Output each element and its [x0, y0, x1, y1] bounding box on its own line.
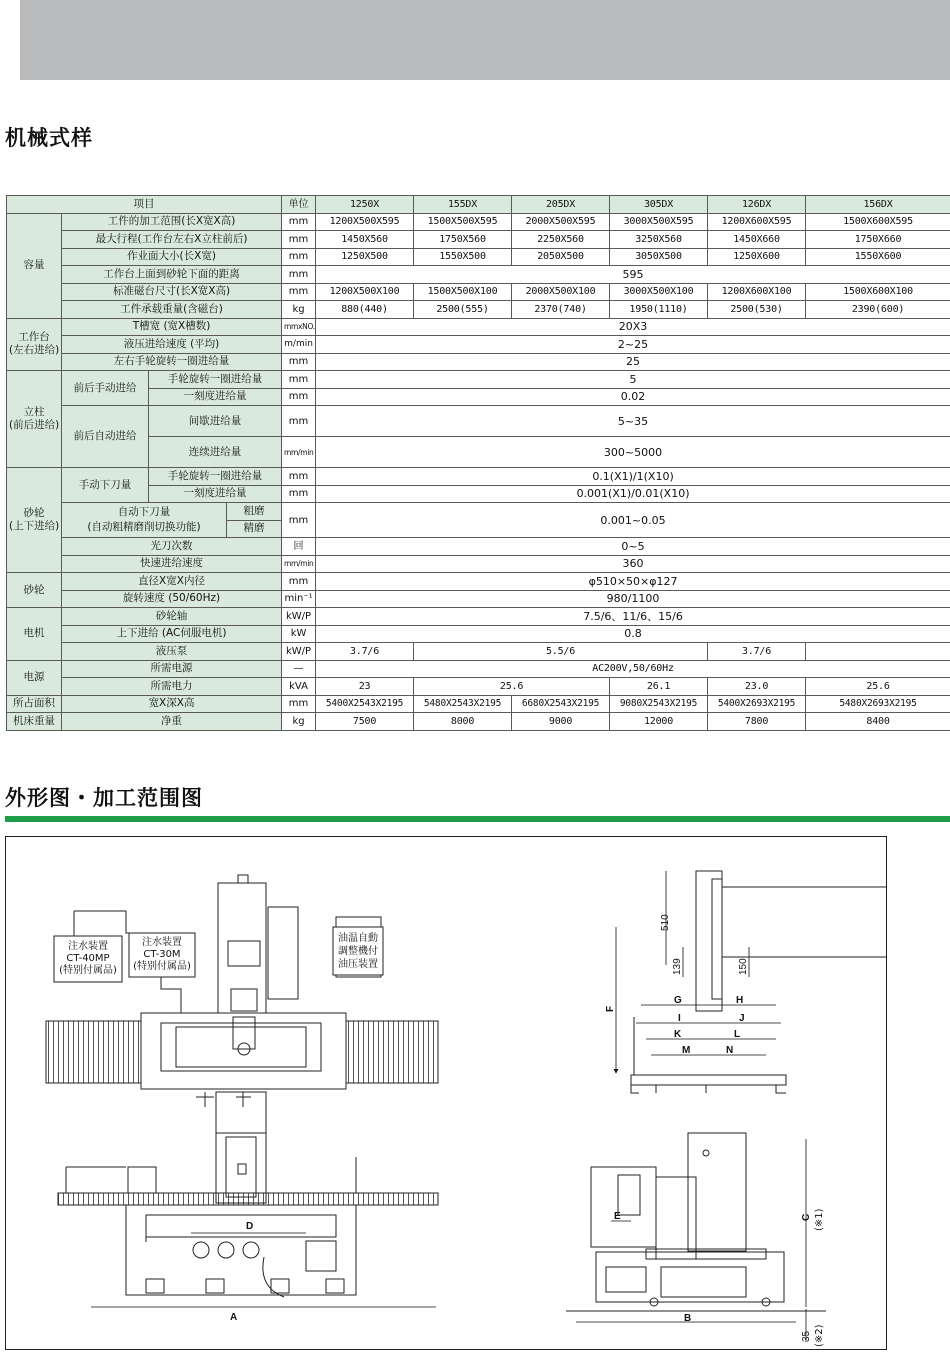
dim-150: 150 — [738, 958, 749, 975]
row-label: 宽X深X高 — [62, 695, 282, 713]
cell: 595 — [316, 266, 950, 284]
cell: 2000X500X595 — [512, 213, 610, 231]
top-view-drawing — [46, 875, 438, 1107]
note-1: (※1) — [814, 1208, 825, 1231]
table-row — [7, 248, 950, 266]
group-wheelhead — [7, 468, 62, 573]
subgroup-label: 手动下刀量 — [62, 468, 149, 503]
table-row — [7, 406, 950, 437]
group-worktable — [7, 318, 62, 371]
dim-C: C — [801, 1213, 812, 1221]
model-col: 1250X — [316, 196, 414, 214]
dim-35: 35 — [801, 1330, 812, 1342]
oil-unit-line3: 油压装置 — [338, 959, 378, 970]
cell: 0.001(X1)/0.01(X10) — [316, 485, 950, 503]
table-row — [7, 388, 950, 406]
cell: 2390(600) — [806, 301, 950, 319]
row-label: 左右手轮旋转一圈进给量 — [62, 353, 282, 371]
cell: 1250X500 — [316, 248, 414, 266]
model-col: 155DX — [414, 196, 512, 214]
cell: 9080X2543X2195 — [610, 695, 708, 713]
group-motor: 电机 — [7, 608, 62, 661]
group-label: 砂轮 — [23, 507, 45, 519]
cell: 1450X560 — [316, 231, 414, 249]
oil-unit-line1: 油温自動 — [338, 933, 378, 944]
table-row — [7, 608, 950, 626]
row-label: T槽宽 (宽X槽数) — [62, 318, 282, 336]
cell: 3.7/6 — [708, 643, 806, 661]
row-unit: mm/min — [282, 437, 316, 468]
table-row — [7, 437, 950, 468]
cell: 23 — [316, 678, 414, 696]
row-label: 工件的加工范围(长X宽X高) — [62, 213, 282, 231]
row-label: 工作台上面到砂轮下面的距离 — [62, 266, 282, 284]
row-label: 手轮旋转一圈进给量 — [149, 468, 282, 486]
oil-unit-line2: 調整機付 — [338, 946, 378, 957]
cell: 25 — [316, 353, 950, 371]
row-label: 工件承载重量(含磁台) — [62, 301, 282, 319]
note-2: (※2) — [814, 1324, 825, 1347]
table-row — [7, 213, 950, 231]
side-profile-drawing — [631, 871, 886, 1093]
row-unit: kg — [282, 301, 316, 319]
dim-D: D — [246, 1221, 254, 1232]
cell: 26.1 — [610, 678, 708, 696]
cell: 1550X500 — [414, 248, 512, 266]
coolant-a-line3: (特别付属品) — [59, 965, 117, 976]
group-wheel: 砂轮 — [7, 573, 62, 608]
cell: 300~5000 — [316, 437, 950, 468]
cell: 23.0 — [708, 678, 806, 696]
cell: 1750X560 — [414, 231, 512, 249]
row-label: 一刻度进给量 — [149, 388, 282, 406]
row-unit: 回 — [282, 538, 316, 556]
cell: 3050X500 — [610, 248, 708, 266]
model-col: 156DX — [806, 196, 950, 214]
cell: 12000 — [610, 713, 708, 731]
cell: 1500X500X100 — [414, 283, 512, 301]
cell: 5480X2543X2195 — [414, 695, 512, 713]
rough-fine-column — [227, 503, 281, 537]
cell: 1500X600X595 — [806, 213, 950, 231]
cell: AC200V,50/60Hz — [316, 660, 950, 678]
rough-label: 粗磨 — [227, 503, 281, 521]
cell: 1250X600 — [708, 248, 806, 266]
row-unit: kW — [282, 625, 316, 643]
cell: 3000X500X595 — [610, 213, 708, 231]
table-row — [7, 485, 950, 503]
header-row — [7, 196, 950, 214]
cell: φ510×50×φ127 — [316, 573, 950, 591]
table-row — [7, 538, 950, 556]
table-row — [7, 625, 950, 643]
row-unit: mm — [282, 283, 316, 301]
group-sublabel: (前后进给) — [9, 419, 60, 431]
table-row — [7, 266, 950, 284]
row-label: 砂轮轴 — [62, 608, 282, 626]
row-label: 标准磁台尺寸(长X宽X高) — [62, 283, 282, 301]
cell: 1200X500X595 — [316, 213, 414, 231]
row-unit: mm — [282, 231, 316, 249]
table-row — [7, 301, 950, 319]
row-label: 净重 — [62, 713, 282, 731]
table-row — [7, 713, 950, 731]
group-label: 立柱 — [23, 406, 45, 418]
cell: 0.1(X1)/1(X10) — [316, 468, 950, 486]
coolant-b-line3: (特别付属品) — [133, 961, 191, 972]
dim-M: M — [682, 1045, 691, 1056]
row-unit: mm — [282, 353, 316, 371]
row-unit: mm — [282, 213, 316, 231]
coolant-a-line1: 注水装置 — [68, 941, 108, 952]
cell: 5400X2693X2195 — [708, 695, 806, 713]
cell: 1500X600X100 — [806, 283, 950, 301]
row-unit: m/min — [282, 336, 316, 354]
cell: 2370(740) — [512, 301, 610, 319]
cell: 5.5/6 — [414, 643, 708, 661]
cell: 1200X600X100 — [708, 283, 806, 301]
left-bellows — [46, 1021, 141, 1083]
cell: 1200X500X100 — [316, 283, 414, 301]
dim-G: G — [674, 995, 682, 1006]
header-item: 项目 — [7, 196, 282, 214]
row-unit: mm — [282, 485, 316, 503]
row-label: 最大行程(工作台左右X立柱前后) — [62, 231, 282, 249]
cell: 3000X500X100 — [610, 283, 708, 301]
dim-L: L — [734, 1029, 741, 1040]
cell: 2250X560 — [512, 231, 610, 249]
row-label: 液压进给速度 (平均) — [62, 336, 282, 354]
dim-139: 139 — [672, 958, 683, 975]
subgroup-label: 前后自动进给 — [62, 406, 149, 468]
row-label: 间歇进给量 — [149, 406, 282, 437]
row-label: 手轮旋转一圈进给量 — [149, 371, 282, 389]
cell: 5~35 — [316, 406, 950, 437]
row-label: 所需电源 — [62, 660, 282, 678]
row-label: 光刀次数 — [62, 538, 282, 556]
row-label: 旋转速度 (50/60Hz) — [62, 590, 282, 608]
cell: 8400 — [806, 713, 950, 731]
row-unit: — — [282, 660, 316, 678]
table-row — [7, 318, 950, 336]
row-unit: kW/P — [282, 643, 316, 661]
dim-K: K — [674, 1029, 682, 1040]
cell: 360 — [316, 555, 950, 573]
row-unit: mm — [282, 695, 316, 713]
row-unit: kg — [282, 713, 316, 731]
cell: 0.001~0.05 — [316, 503, 950, 538]
table-row — [7, 573, 950, 591]
row-unit: mm — [282, 248, 316, 266]
row-unit: mm — [282, 266, 316, 284]
top-banner-band — [20, 0, 950, 80]
front-view-drawing — [58, 1092, 438, 1297]
cell: 5480X2693X2195 — [806, 695, 950, 713]
group-power: 电源 — [7, 660, 62, 695]
side-view-drawing — [566, 1133, 826, 1311]
cell: 1550X600 — [806, 248, 950, 266]
table-row — [7, 353, 950, 371]
model-col: 305DX — [610, 196, 708, 214]
coolant-b-line2: CT-30M — [143, 949, 181, 960]
group-sublabel: (上下进给) — [9, 520, 60, 532]
row-unit: kVA — [282, 678, 316, 696]
dim-A: A — [230, 1312, 238, 1323]
model-col: 126DX — [708, 196, 806, 214]
dimension-lines — [91, 871, 806, 1342]
cell: 3250X560 — [610, 231, 708, 249]
group-floor: 所占面积 — [7, 695, 62, 713]
header-unit: 单位 — [282, 196, 316, 214]
cell: 1750X660 — [806, 231, 950, 249]
row-label: 直径X宽X内径 — [62, 573, 282, 591]
cell: 1200X600X595 — [708, 213, 806, 231]
row-unit: mm/min — [282, 555, 316, 573]
group-label: 工作台 — [18, 331, 50, 344]
cell: 980/1100 — [316, 590, 950, 608]
cell: 0.02 — [316, 388, 950, 406]
cell: 2500(555) — [414, 301, 512, 319]
row-label: 快速进给速度 — [62, 555, 282, 573]
dim-J: J — [739, 1013, 745, 1024]
cell: 2000X500X100 — [512, 283, 610, 301]
cell: 6680X2543X2195 — [512, 695, 610, 713]
row-unit: min⁻¹ — [282, 590, 316, 608]
row-label: 一刻度进给量 — [149, 485, 282, 503]
group-column — [7, 371, 62, 468]
dim-F: F — [605, 1005, 616, 1012]
table-row — [7, 468, 950, 486]
auto-down-label — [62, 503, 227, 537]
table-row — [7, 660, 950, 678]
cell: 25.6 — [806, 678, 950, 696]
machine-outline-drawing — [6, 837, 886, 1349]
right-bellows — [346, 1021, 438, 1083]
auto-down-line1: 自动下刀量 — [117, 506, 171, 518]
row-unit: mm — [282, 406, 316, 437]
cell: 25.6 — [414, 678, 610, 696]
cell: 880(440) — [316, 301, 414, 319]
row-unit: mm — [282, 503, 316, 538]
model-col: 205DX — [512, 196, 610, 214]
table-row — [7, 643, 950, 661]
row-unit: mm — [282, 371, 316, 389]
group-weight: 机床重量 — [7, 713, 62, 731]
coolant-a-line2: CT-40MP — [66, 953, 110, 964]
cell: 7500 — [316, 713, 414, 731]
cell: 5 — [316, 371, 950, 389]
row-unit: kW/P — [282, 608, 316, 626]
auto-down-cell — [62, 503, 282, 538]
cell: 2050X500 — [512, 248, 610, 266]
cell: 1500X500X595 — [414, 213, 512, 231]
table-row — [7, 695, 950, 713]
row-unit: mm — [282, 388, 316, 406]
table-row — [7, 283, 950, 301]
row-label: 液压泵 — [62, 643, 282, 661]
cell: 5400X2543X2195 — [316, 695, 414, 713]
row-unit: mm — [282, 573, 316, 591]
spec-section-title: 机械式样 — [5, 126, 93, 150]
row-unit: mmxNO. — [282, 318, 316, 336]
table-row — [7, 336, 950, 354]
cell: 2500(530) — [708, 301, 806, 319]
diagram-section-title: 外形图・加工范围图 — [5, 786, 203, 810]
row-label: 连续进给量 — [149, 437, 282, 468]
cell: 1450X660 — [708, 231, 806, 249]
fine-label: 精磨 — [243, 522, 265, 535]
coolant-b-line1: 注水装置 — [142, 937, 182, 948]
auto-down-line2: (自动粗精磨削切换功能) — [87, 521, 201, 533]
table-row — [7, 231, 950, 249]
group-capacity: 容量 — [7, 213, 62, 318]
cell: 0.8 — [316, 625, 950, 643]
table-row — [7, 555, 950, 573]
cell: 2~25 — [316, 336, 950, 354]
dim-E: E — [614, 1211, 621, 1222]
dim-510: 510 — [660, 914, 671, 931]
dim-I: I — [678, 1013, 681, 1024]
cell: 3.7/6 — [316, 643, 414, 661]
dim-H: H — [736, 995, 744, 1006]
green-divider — [5, 816, 950, 822]
cell: 0~5 — [316, 538, 950, 556]
cell: 8000 — [414, 713, 512, 731]
subgroup-label: 前后手动进给 — [62, 371, 149, 406]
table-row — [7, 371, 950, 389]
outline-drawing-frame — [5, 836, 887, 1350]
group-sublabel: (左右进给) — [9, 344, 60, 357]
row-unit: mm — [282, 468, 316, 486]
table-row — [7, 678, 950, 696]
cell: 9000 — [512, 713, 610, 731]
dim-N: N — [726, 1045, 734, 1056]
cell: 1950(1110) — [610, 301, 708, 319]
spec-table — [6, 195, 950, 731]
cell: 7800 — [708, 713, 806, 731]
dim-B: B — [684, 1313, 692, 1324]
cell — [806, 643, 950, 661]
cell: 20X3 — [316, 318, 950, 336]
table-row — [7, 590, 950, 608]
row-label: 所需电力 — [62, 678, 282, 696]
row-label: 上下进给 (AC伺服电机) — [62, 625, 282, 643]
cell: 7.5/6、11/6、15/6 — [316, 608, 950, 626]
row-label: 作业面大小(长X宽) — [62, 248, 282, 266]
